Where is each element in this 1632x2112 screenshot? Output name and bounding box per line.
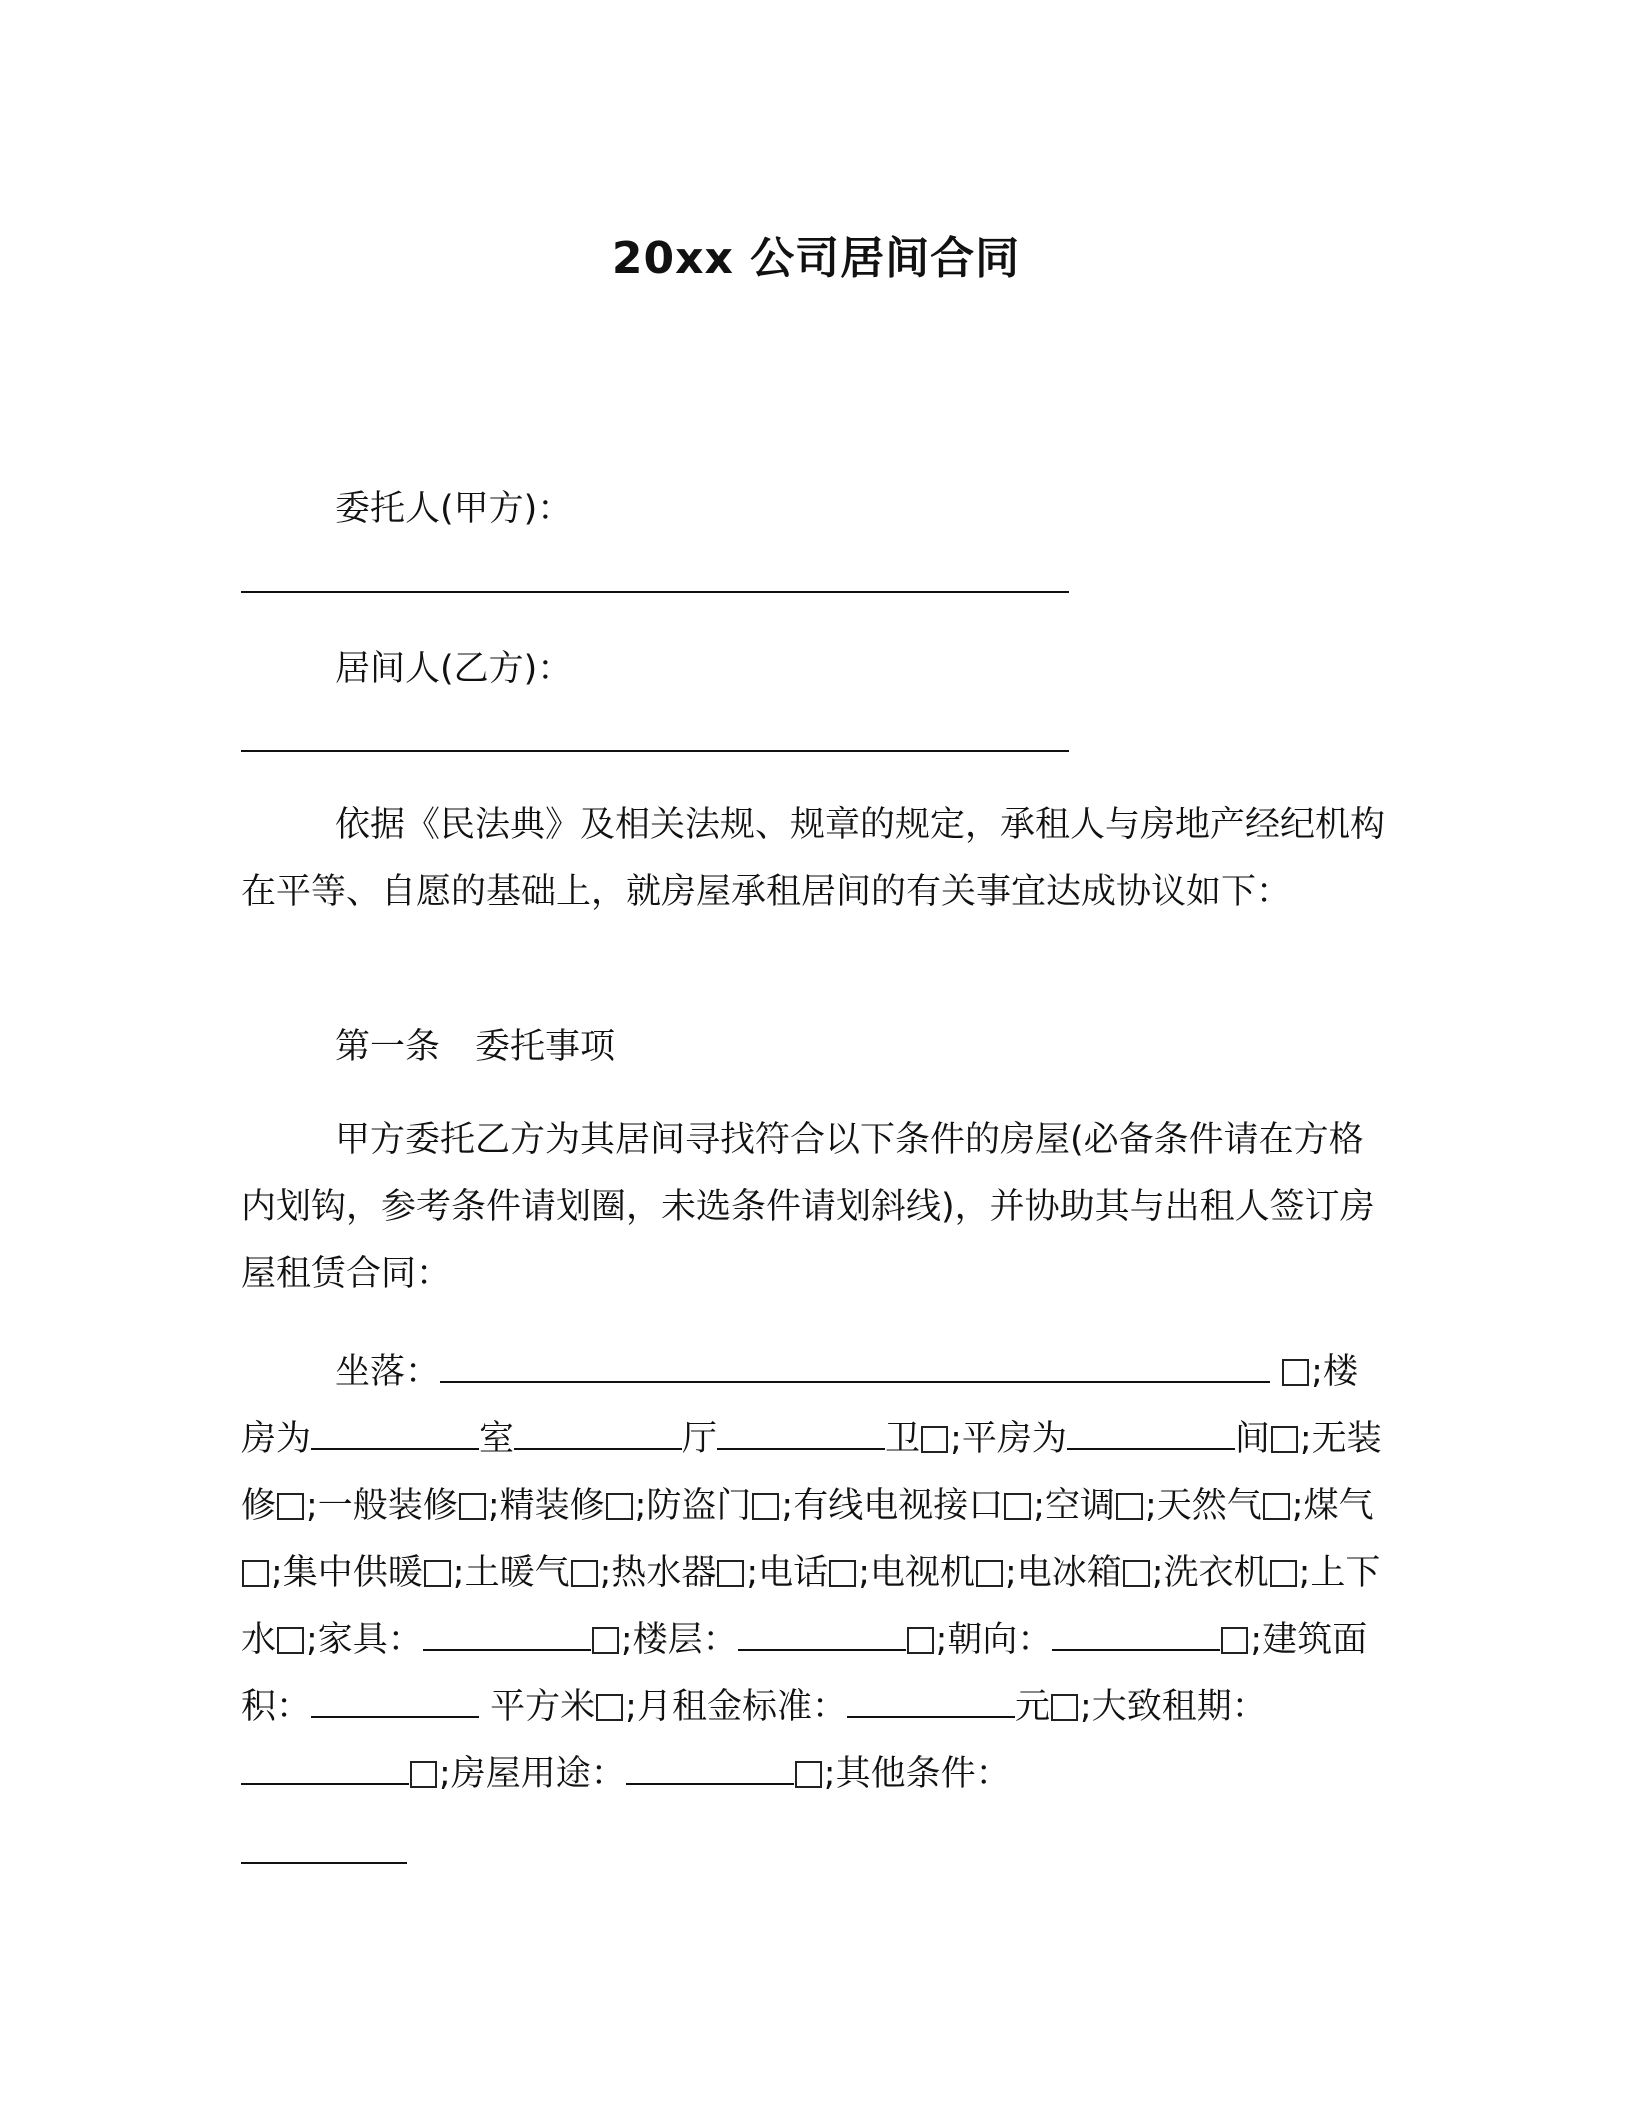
orientation-label: ;朝向： [935,1620,1053,1660]
central-heating-checkbox[interactable] [424,1560,451,1587]
no-decoration-checkbox[interactable] [277,1493,304,1520]
bungalow-label: ;平房为 [950,1419,1067,1459]
conditions-block [241,1339,1391,1808]
party-a-label: 委托人(甲方)： [335,489,573,529]
local-heating-checkbox[interactable] [571,1560,598,1587]
washer-label: ;洗衣机 [1151,1553,1269,1593]
rooms-blank[interactable] [311,1418,479,1450]
furniture-blank[interactable] [423,1619,591,1651]
halls-blank[interactable] [514,1418,682,1450]
floor-checkbox[interactable] [907,1627,934,1654]
plumbing-checkbox[interactable] [277,1627,304,1654]
sqm-label: 平方米 [490,1687,596,1727]
bungalow-unit-label: 间 [1234,1419,1270,1459]
bath-label: 卫 [885,1419,921,1459]
no-decoration-label: ;无装修 [241,1419,1382,1526]
lease-term-blank[interactable] [241,1753,409,1785]
security-door-checkbox[interactable] [752,1493,779,1520]
fine-decoration-label: ;精装修 [487,1486,605,1526]
general-decoration-checkbox[interactable] [459,1493,486,1520]
location-label: 坐落： [335,1352,441,1392]
tv-label: ;电视机 [858,1553,975,1593]
general-decoration-label: ;一般装修 [306,1486,458,1526]
floor-label: ;楼层： [620,1620,738,1660]
preamble-paragraph: 依据《民法典》及相关法规、规章的规定，承租人与房地产经纪机构在平等、自愿的基础上，就房屋承租居间的有关事宜达成协议如下： [241,805,1386,912]
monthly-rent-checkbox[interactable] [1051,1694,1078,1721]
room-label: 室 [479,1419,515,1459]
telephone-label: ;电话 [746,1553,829,1593]
coal-gas-checkbox[interactable] [242,1560,269,1587]
bungalow-checkbox[interactable] [1271,1426,1298,1453]
fine-decoration-checkbox[interactable] [606,1493,633,1520]
natural-gas-checkbox[interactable] [1263,1493,1290,1520]
baths-blank[interactable] [717,1418,885,1450]
ac-checkbox[interactable] [1116,1493,1143,1520]
furniture-checkbox[interactable] [592,1627,619,1654]
party-b-blank-line [241,750,1069,752]
floor-blank[interactable] [738,1619,906,1651]
location-checkbox[interactable] [1282,1359,1309,1386]
fridge-checkbox[interactable] [1123,1560,1150,1587]
tv-checkbox[interactable] [976,1560,1003,1587]
building-area-blank[interactable] [311,1686,479,1718]
cable-tv-label: ;有线电视接口 [781,1486,1004,1526]
house-use-checkbox[interactable] [795,1761,822,1788]
coal-gas-label: ;煤气 [1291,1486,1374,1526]
party-b-label: 居间人(乙方)： [335,649,573,689]
building-area-label: ;建筑面积： [241,1620,1368,1727]
building-checkbox[interactable] [921,1426,948,1453]
other-conditions-blank[interactable] [241,1862,407,1864]
article-1-body: 甲方委托乙方为其居间寻找符合以下条件的房屋(必备条件请在方格内划钩，参考条件请划圈，未选条件请划斜线)，并协助其与出租人签订房屋租赁合同： [241,1120,1375,1294]
central-heating-label: ;集中供暖 [271,1553,423,1593]
other-conditions-label: ;其他条件： [823,1754,1011,1794]
building-area-checkbox[interactable] [596,1694,623,1721]
monthly-rent-blank[interactable] [847,1686,1015,1718]
plumbing-label: ;上下水 [241,1553,1381,1660]
house-use-blank[interactable] [626,1753,794,1785]
security-door-label: ;防盗门 [634,1486,752,1526]
telephone-checkbox[interactable] [829,1560,856,1587]
monthly-rent-label: ;月租金标准： [625,1687,847,1727]
ac-label: ;空调 [1033,1486,1115,1526]
yuan-label: 元 [1014,1687,1050,1727]
lease-term-label: ;大致租期： [1079,1687,1267,1727]
cable-tv-checkbox[interactable] [1004,1493,1031,1520]
orientation-blank[interactable] [1052,1619,1220,1651]
location-blank[interactable] [440,1351,1270,1383]
building-label: ;楼房为 [241,1352,1358,1459]
orientation-checkbox[interactable] [1221,1627,1248,1654]
lease-term-checkbox[interactable] [410,1761,437,1788]
furniture-label: ;家具： [306,1620,423,1660]
natural-gas-label: ;天然气 [1145,1486,1262,1526]
bungalow-rooms-blank[interactable] [1067,1418,1235,1450]
fridge-label: ;电冰箱 [1004,1553,1122,1593]
party-a-blank-line [241,591,1069,593]
article-1-heading: 第一条 委托事项 [335,1027,616,1067]
local-heating-label: ;土暖气 [452,1553,570,1593]
hall-label: 厅 [682,1419,718,1459]
house-use-label: ;房屋用途： [439,1754,626,1794]
document-title: 20xx 公司居间合同 [611,233,1021,284]
water-heater-checkbox[interactable] [717,1560,744,1587]
water-heater-label: ;热水器 [599,1553,717,1593]
washer-checkbox[interactable] [1270,1560,1297,1587]
